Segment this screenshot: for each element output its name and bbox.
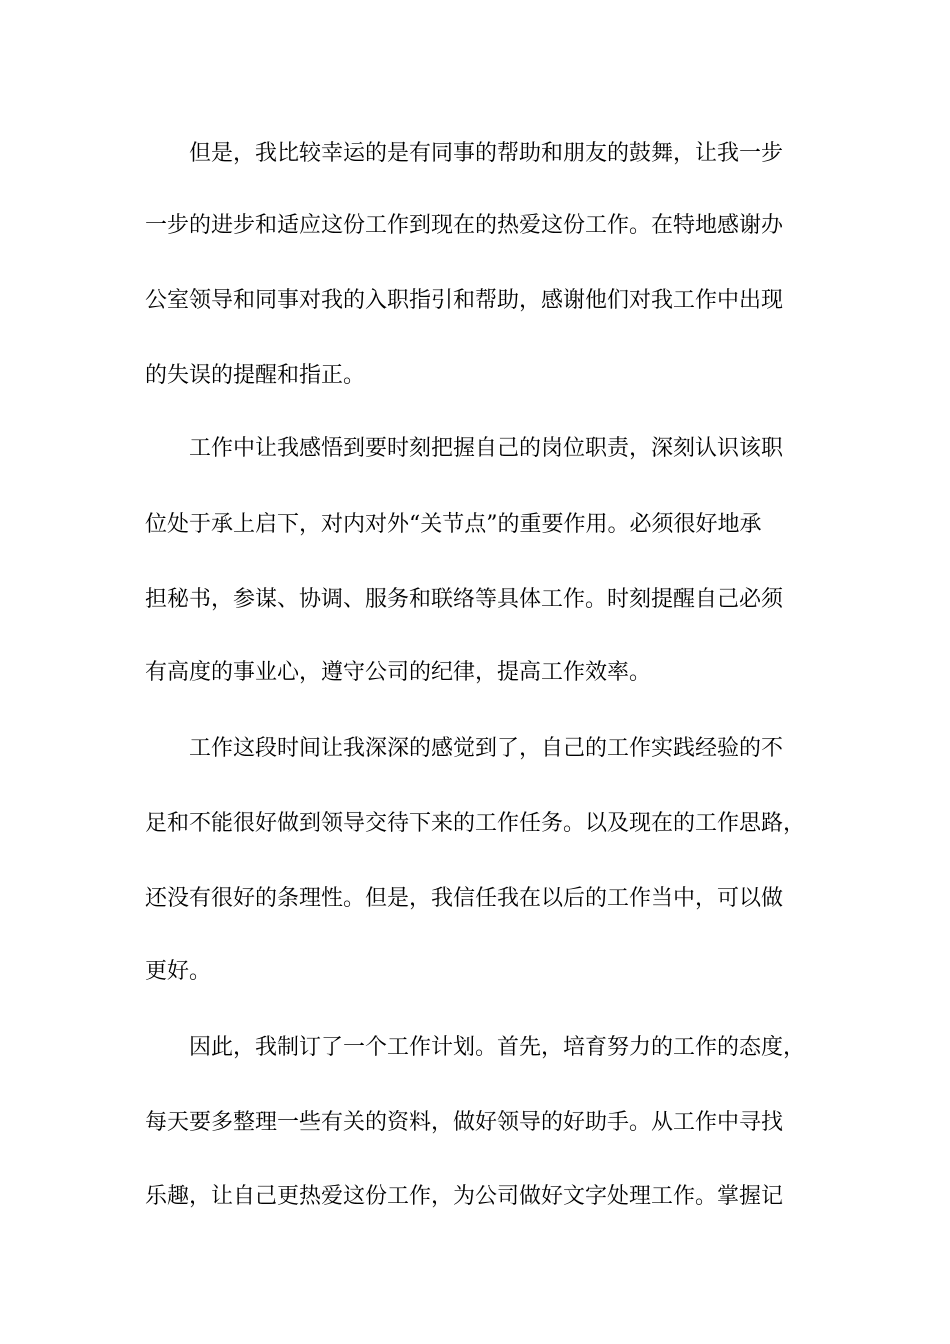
paragraph-line: 乐趣，让自己更热爱这份工作，为公司做好文字处理工作。掌握记 <box>145 1184 784 1209</box>
paragraph-line: 每天要多整理一些有关的资料，做好领导的好助手。从工作中寻找 <box>145 1110 784 1135</box>
paragraph-line: 因此，我制订了一个工作计划。首先，培育努力的工作的态度， <box>189 1035 806 1060</box>
paragraph-line: 但是，我比较幸运的是有同事的帮助和朋友的鼓舞，让我一步 <box>189 141 784 166</box>
paragraph-line: 公室领导和同事对我的入职指引和帮助，感谢他们对我工作中出现 <box>145 288 784 313</box>
paragraph-line: 工作这段时间让我深深的感觉到了，自己的工作实践经验的不 <box>189 736 784 761</box>
paragraph-line: 一步的进步和适应这份工作到现在的热爱这份工作。在特地感谢办 <box>145 213 784 238</box>
paragraph-line: 工作中让我感悟到要时刻把握自己的岗位职责，深刻认识该职 <box>189 436 784 461</box>
paragraph-line: 的失误的提醒和指正。 <box>145 363 366 388</box>
paragraph-line: 足和不能很好做到领导交待下来的工作任务。以及现在的工作思路， <box>145 811 806 836</box>
paragraph-line: 更好。 <box>145 959 212 984</box>
paragraph-line: 有高度的事业心，遵守公司的纪律，提高工作效率。 <box>145 660 652 685</box>
paragraph-line: 担秘书，参谋、协调、服务和联络等具体工作。时刻提醒自己必须 <box>145 587 784 612</box>
paragraph-line: 位处于承上启下，对内对外“关节点”的重要作用。必须很好地承 <box>145 512 762 537</box>
paragraph-line: 还没有很好的条理性。但是，我信任我在以后的工作当中，可以做 <box>145 886 784 911</box>
